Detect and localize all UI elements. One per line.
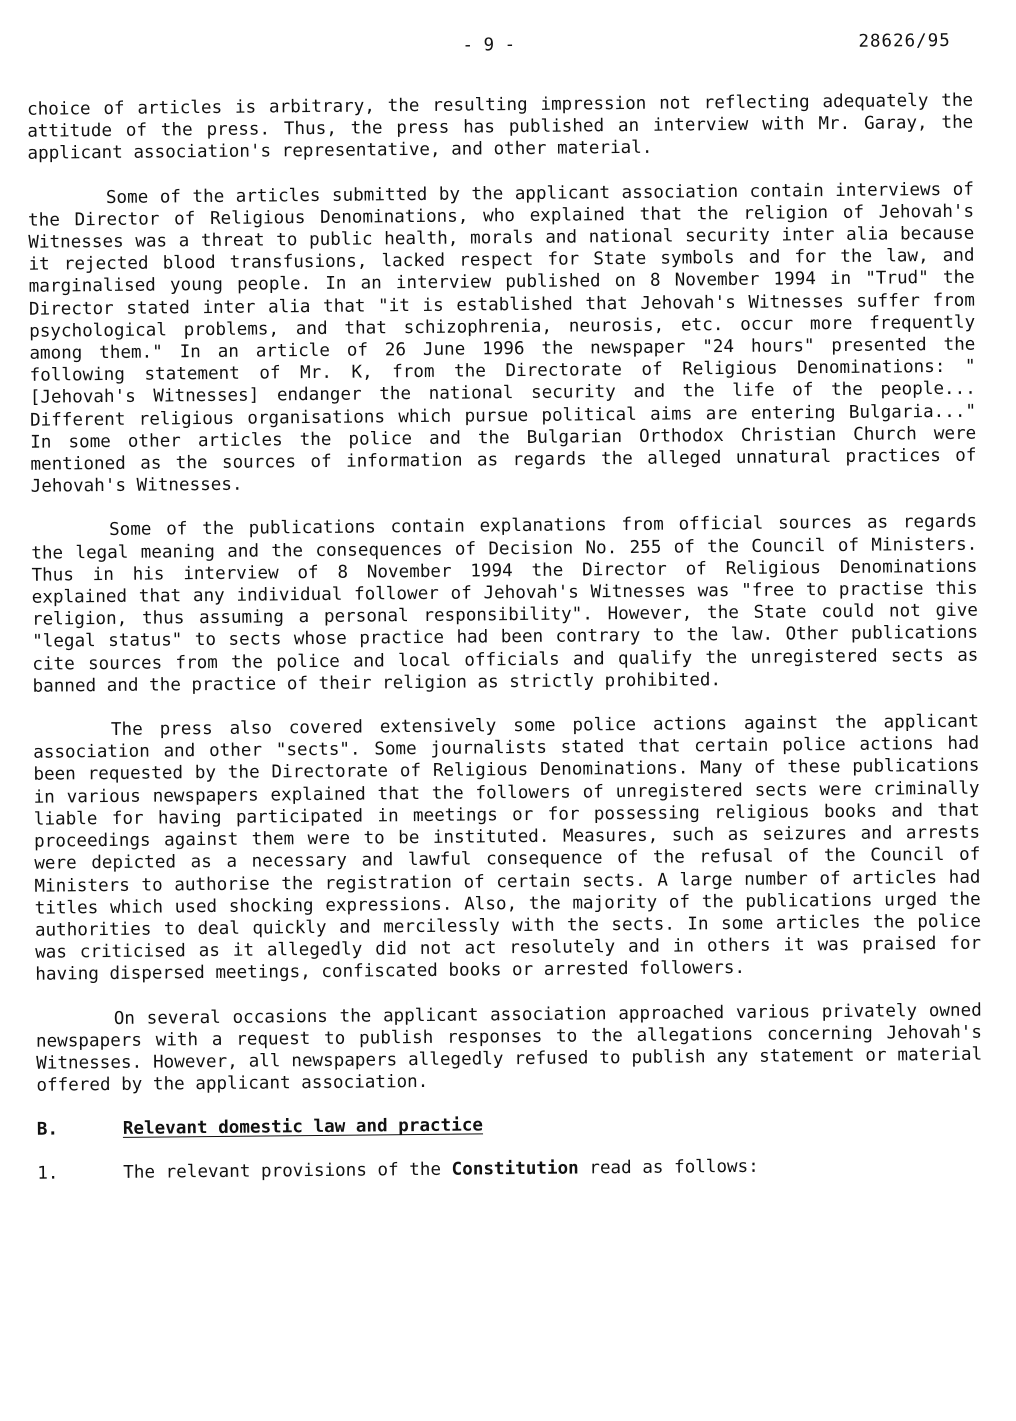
item-text-after: read as follows: xyxy=(578,1157,759,1179)
page-number: - 9 - xyxy=(462,35,516,56)
numbered-item xyxy=(37,1154,983,1185)
item-text xyxy=(123,1156,759,1184)
paragraph-newspaper-responses: On several occasions the applicant association approached various privately owned newspapers with a request to publish responses to the allegations concerning Jehovah's Witnesses. However, all newspapers allegedly refused to publish any statement or material offered by the applicant association. xyxy=(35,1000,983,1096)
item-number: 1. xyxy=(37,1163,59,1185)
paragraph-police-actions: The press also covered extensively some police actions against the applicant association and other "sects". Some journalists stated that certain police actions had been requested by the Directorate of Religious Denominations. Many of these publications in various newspapers explained that the followers of unregistered sects were criminally liable for having participated in meetings or for possessing religious books and that proceedings against them were to be instituted. Measures, such as seizures and arrests were depicted as a necessary and lawful consequence of the refusal of the Council of Ministers to authorise the registration of certain sects. A large number of articles had titles which used shocking expressions. Also, the majority of the publications urged the authorities to deal quickly and mercilessly with the sects. In some articles the police was criticised as it allegedly did not act resolutely and in others it was praised for having dispersed meetings, confiscated books or arrested followers. xyxy=(33,711,982,986)
document-body xyxy=(27,90,983,1185)
section-letter: B. xyxy=(36,1119,59,1141)
document-number: 28626/95 xyxy=(858,30,951,52)
paragraph-official-sources: Some of the publications contain explanations from official sources as regards the legal meaning and the consequences of Decision No. 255 of the Council of Ministers. Thus in his interview of 8 November 1994 the Director of Religious Denominations explained that any individual follower of Jehovah's Witnesses was "free to practise this religion, thus assuming a personal responsibility". However, the State could not give "legal status" to sects whose practice had been contrary to the law. Other publications cite sources from the police and local officials and qualify the unregistered sects as banned and the practice of their religion as strictly prohibited. xyxy=(31,512,979,697)
item-text-bold: Constitution xyxy=(451,1158,579,1181)
paragraph-continuation: choice of articles is arbitrary, the resulting impression not reflecting adequately the attitude of the press. Thus, the press has published an interview with Mr. Garay, the applicant association's representative, and other material. xyxy=(26,90,974,165)
section-heading xyxy=(37,1110,983,1141)
page-header xyxy=(0,30,1016,62)
item-text-before: The relevant provisions of the xyxy=(123,1160,452,1184)
section-title: Relevant domestic law and practice xyxy=(122,1115,484,1140)
paragraph-director-interviews: Some of the articles submitted by the applicant association contain interviews of the Director of Religious Denominations, who explained that the religion of Jehovah's Witnesses was a threat to public health, morals and national security inter alia because it rejected blood transfusions, lacked respect for State symbols and for the law, and marginalised young people. In an interview published on 8 November 1994 in "Trud" the Director stated inter alia that "it is established that Jehovah's Witnesses suffer from psychological problems, and that schizophrenia, neurosis, etc. occur more frequently among them." In an article of 26 June 1996 the newspaper "24 hours" presented the following statement of Mr. K, from the Directorate of Religious Denominations: "[Jehovah's Witnesses] endanger the national security and the life of the people... Different religious organisations which pursue political aims are entering Bulgaria..." In some other articles the police and the Bulgarian Orthodox Christian Church were mentioned as the sources of information as regards the alleged unnatural practices of Jehovah's Witnesses. xyxy=(28,179,977,497)
